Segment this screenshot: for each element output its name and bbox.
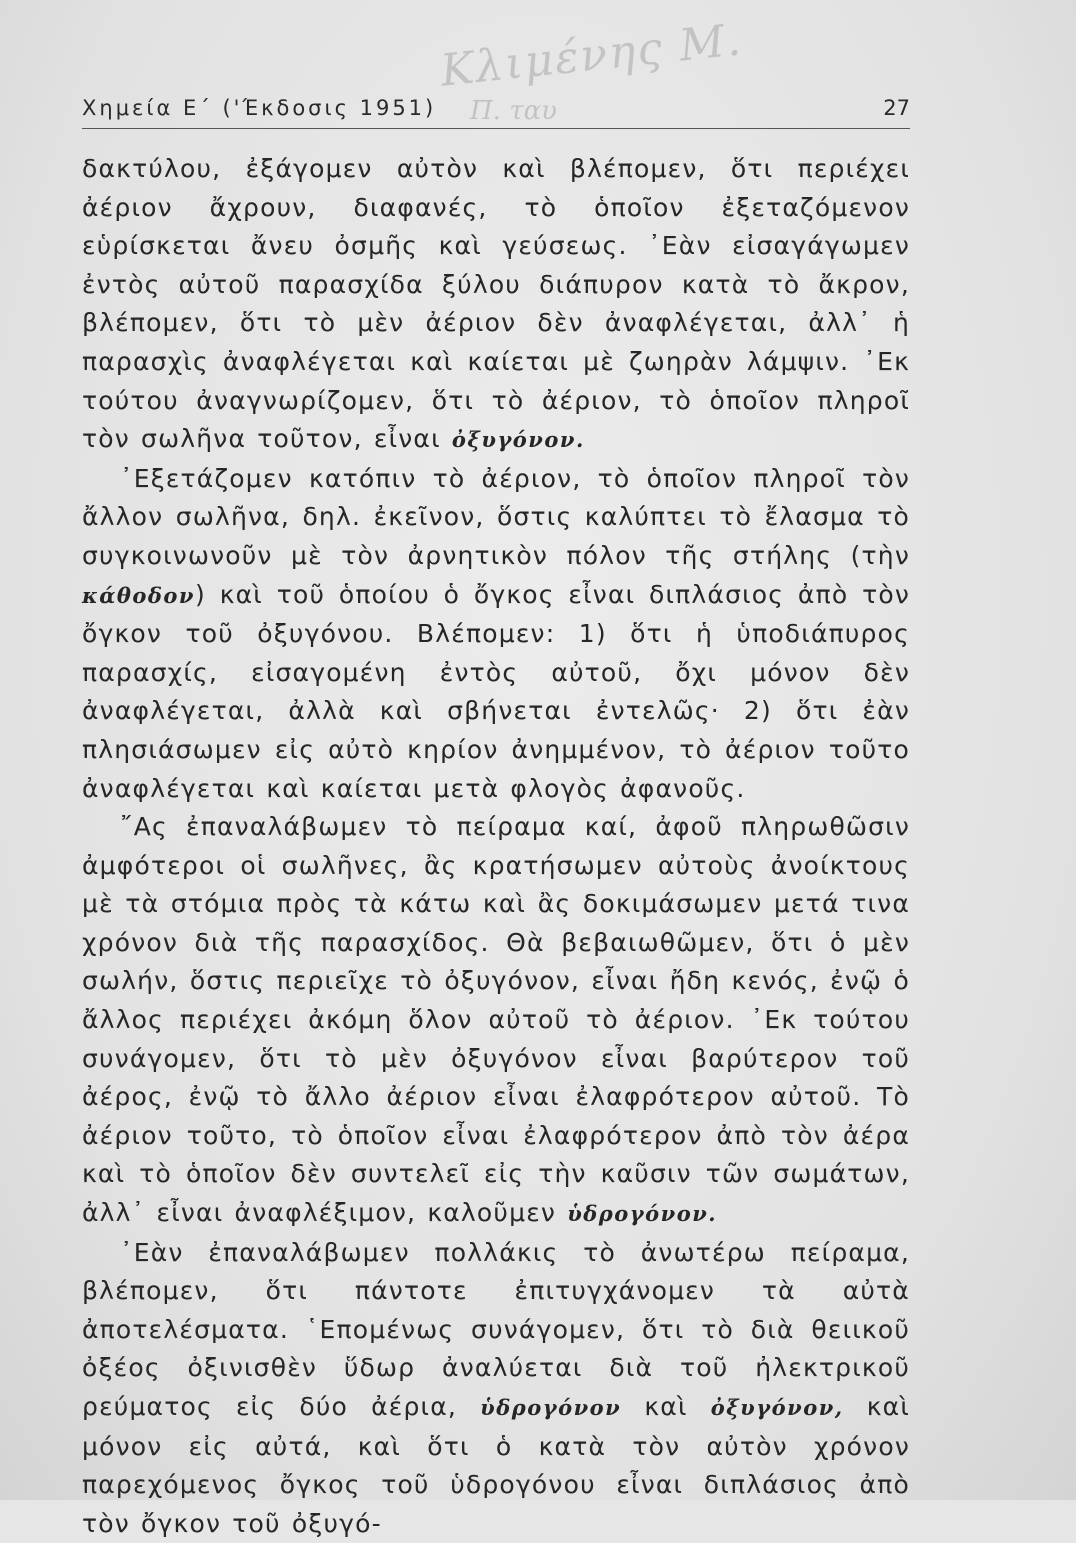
page-number: 27: [883, 96, 910, 120]
text-run: καὶ: [621, 1392, 711, 1421]
running-head: Χημεία Ε΄ ('Έκδοσις 1951): [82, 96, 437, 120]
text-run: ᾿Εξετάζομεν κατόπιν τὸ ἀέριον, τὸ ὁποῖον πληροῖ τὸν ἄλλον σωλῆνα, δηλ. ἐκεῖνον, ὅστις καλύπτει τὸ ἔλασμα τὸ συγκοινωνοῦν μὲ τὸν ἀρνητικὸν πόλον τῆς στήλης (τὴν: [82, 463, 910, 570]
emphasized-term: ὀξυγόνον,: [710, 1395, 844, 1420]
paragraph: [82, 150, 910, 460]
paragraph: [82, 1234, 910, 1543]
page-header: [82, 96, 910, 128]
pencil-mark: Π. ταυ: [470, 96, 557, 126]
emphasized-term: κάθοδον: [82, 582, 195, 608]
text-run: ᾿Εὰν ἐπαναλάβωμεν πολλάκις τὸ ἀνωτέρω πείραμα, βλέπομεν, ὅτι πάντοτε ἐπιτυγχάνομεν τὰ αὐτὰ ἀποτελέσματα. ῾Επομένως συνάγομεν, ὅτι τὸ διὰ θειικοῦ ὀξέος ὀξινισθὲν ὕδωρ ἀναλύεται διὰ τοῦ ἠλεκτρικοῦ ρεύματος εἰς δύο ἀέρια,: [82, 1237, 910, 1421]
text-run: δακτύλου, ἐξάγομεν αὐτὸν καὶ βλέπομεν, ὅτι περιέχει ἀέριον ἄχρουν, διαφανές, τὸ ὁποῖον ἐξεταζόμενον εὑρίσκεται ἄνευ ὀσμῆς καὶ γεύσεως. ᾿Εὰν εἰσαγάγωμεν ἐντὸς αὐτοῦ παρασχίδα ξύλου διάπυρον κατὰ τὸ ἄκρον, βλέπομεν, ὅτι τὸ μὲν ἀέριον δὲν ἀναφλέγεται, ἀλλ᾿ ἡ παρασχὶς ἀναφλέγεται καὶ καίεται μὲ ζωηρὰν λάμψιν. ᾿Εκ τούτου ἀναγνωρίζομεν, ὅτι τὸ ἀέριον, τὸ ὁποῖον πληροῖ τὸν σωλῆνα τοῦτον, εἶναι: [82, 154, 910, 454]
text-run: καὶ μόνον εἰς αὐτά, καὶ ὅτι ὁ κατὰ τὸν αὐτὸν χρόνον παρεχόμενος ὄγκος τοῦ ὑδρογόνου εἶναι διπλάσιος ἀπὸ τὸν ὄγκον τοῦ ὀξυγό-: [82, 1392, 910, 1538]
paragraph: [82, 460, 910, 808]
header-rule: [82, 128, 910, 129]
emphasized-term: ὑδρογόνον.: [567, 1201, 718, 1227]
body-text: [82, 150, 910, 1543]
emphasized-term: ὀξυγόνον.: [451, 427, 585, 453]
emphasized-term: ὑδρογόνον: [480, 1395, 622, 1420]
text-run: ) καὶ τοῦ ὁποίου ὁ ὄγκος εἶναι διπλάσιος ἀπὸ τὸν ὄγκον τοῦ ὀξυγόνου. Βλέπομεν: 1) ὅτι ἡ ὑποδιάπυρος παρασχίς, εἰσαγομένη ἐντὸς αὐτοῦ, ὄχι μόνον δὲν ἀναφλέγεται, ἀλλὰ καὶ σβήνεται ἐντελῶς· 2) ὅτι ἐὰν πλησιάσωμεν εἰς αὐτὸ κηρίον ἀνημμένον, τὸ ἀέριον τοῦτο ἀναφλέγεται καὶ καίεται μετὰ φλογὸς ἀφανοῦς.: [82, 579, 910, 803]
text-run: ῎Ας ἐπαναλάβωμεν τὸ πείραμα καί, ἀφοῦ πληρωθῶσιν ἀμφότεροι οἱ σωλῆνες, ἂς κρατήσωμεν αὐτοὺς ἀνοίκτους μὲ τὰ στόμια πρὸς τὰ κάτω καὶ ἂς δοκιμάσωμεν μετά τινα χρόνον διὰ τῆς παρασχίδος. Θὰ βεβαιωθῶμεν, ὅτι ὁ μὲν σωλήν, ὅστις περιεῖχε τὸ ὀξυγόνον, εἶναι ἤδη κενός, ἐνῷ ὁ ἄλλος περιέχει ἀκόμη ὅλον αὐτοῦ τὸ ἀέριον. ᾿Εκ τούτου συνάγομεν, ὅτι τὸ μὲν ὀξυγόνον εἶναι βαρύτερον τοῦ ἀέρος, ἐνῷ τὸ ἄλλο ἀέριον εἶναι ἐλαφρότερον αὐτοῦ. Τὸ ἀέριον τοῦτο, τὸ ὁποῖον εἶναι ἐλαφρότερον ἀπὸ τὸν ἀέρα καὶ τὸ ὁποῖον δὲν συντελεῖ εἰς τὴν καῦσιν τῶν σωμάτων, ἀλλ᾿ εἶναι ἀναφλέξιμον, καλοῦμεν: [82, 812, 910, 1228]
pencil-annotation: Κλιμένης Μ.: [438, 14, 745, 97]
paragraph: [82, 808, 910, 1234]
